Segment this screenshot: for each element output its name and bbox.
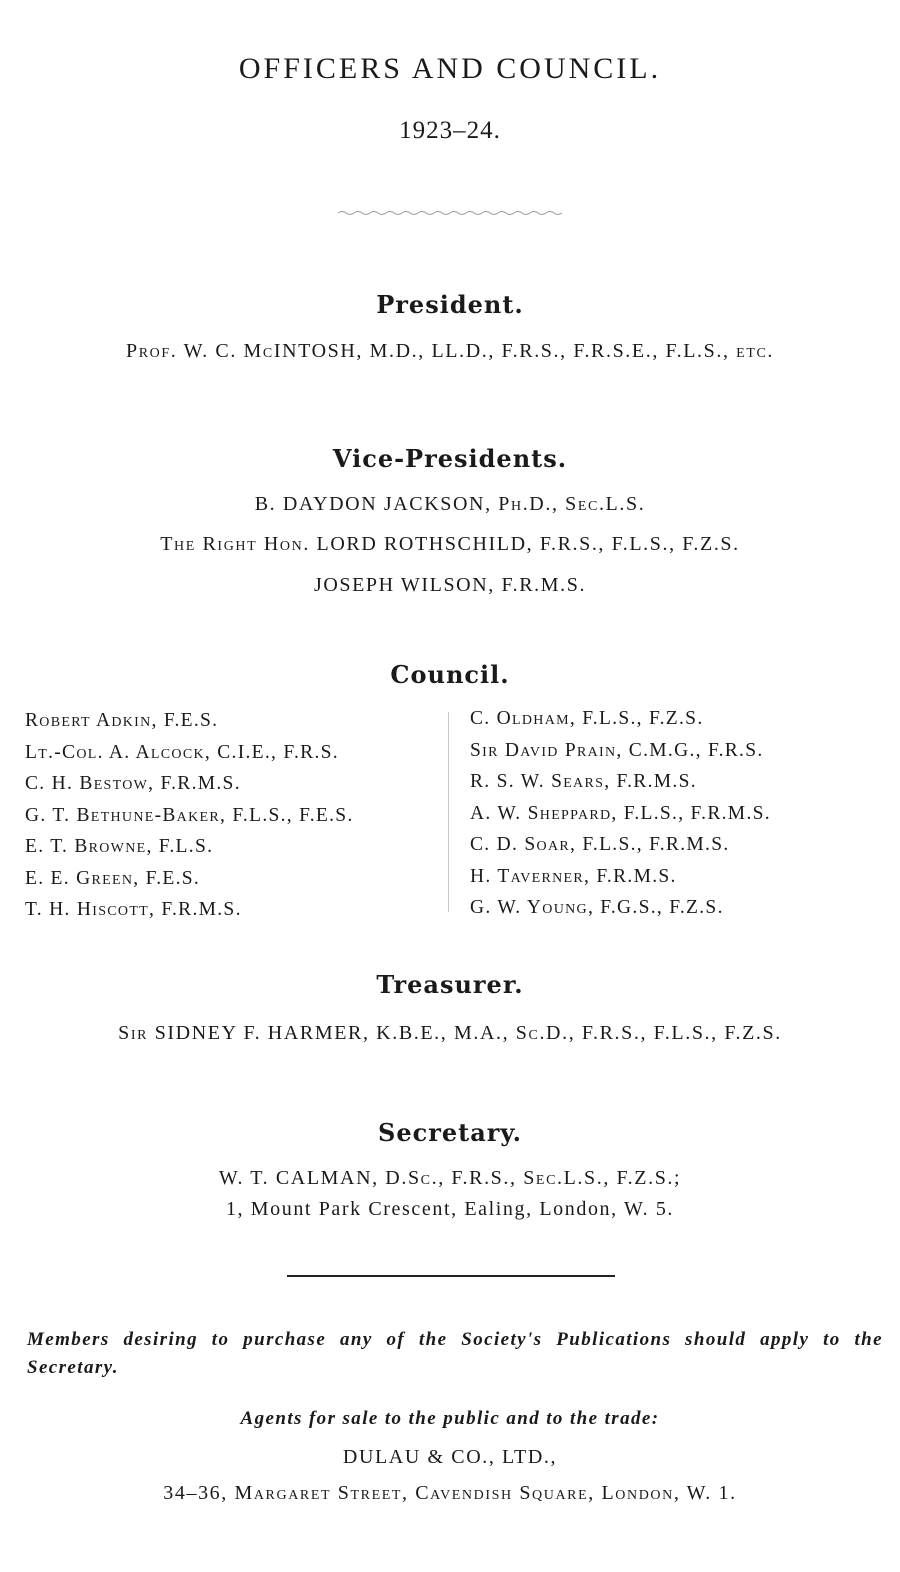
council-heading: Council.: [390, 660, 510, 689]
agent-name: DULAU & CO., LTD.,: [342, 1446, 558, 1468]
council-member: G. T. Bethune-Baker, F.L.S., F.E.S.: [25, 804, 354, 826]
council-member: C. H. Bestow, F.R.M.S.: [25, 773, 241, 794]
page-title: OFFICERS AND COUNCIL.: [238, 52, 662, 85]
council-member: C. D. Soar, F.L.S., F.R.M.S.: [470, 834, 730, 855]
council-member: R. S. W. Sears, F.R.M.S.: [470, 771, 697, 792]
ornamental-divider: [338, 208, 562, 218]
horizontal-rule: [287, 1275, 615, 1277]
council-member: H. Taverner, F.R.M.S.: [470, 865, 677, 887]
council-member: C. Oldham, F.L.S., F.Z.S.: [470, 708, 704, 729]
council-member: E. T. Browne, F.L.S.: [25, 836, 214, 857]
council-member: T. H. Hiscott, F.R.M.S.: [25, 899, 242, 920]
council-member: G. W. Young, F.G.S., F.Z.S.: [470, 897, 724, 918]
column-divider: [448, 712, 449, 912]
council-right-column: [470, 703, 771, 924]
session-year: 1923–24.: [399, 117, 501, 144]
vice-president-1: B. DAYDON JACKSON, Ph.D., Sec.L.S.: [254, 493, 646, 515]
council-member: E. E. Green, F.E.S.: [25, 867, 201, 889]
vice-presidents-heading: Vice-Presidents.: [332, 444, 568, 473]
secretary-heading: Secretary.: [378, 1118, 522, 1147]
council-member: A. W. Sheppard, F.L.S., F.R.M.S.: [470, 802, 771, 824]
secretary-name: W. T. CALMAN, D.Sc., F.R.S., Sec.L.S., F.Z.S.;: [218, 1167, 682, 1189]
council-member: Lt.-Col. A. Alcock, C.I.E., F.R.S.: [25, 741, 339, 763]
publications-notice: Members desiring to purchase any of the Society's Publications should apply to the Secretary.: [27, 1329, 883, 1378]
secretary-address: 1, Mount Park Crescent, Ealing, London, W. 5.: [225, 1198, 675, 1220]
treasurer-name: Sir SIDNEY F. HARMER, K.B.E., M.A., Sc.D., F.R.S., F.L.S., F.Z.S.: [118, 1022, 782, 1044]
vice-president-3: JOSEPH WILSON, F.R.M.S.: [313, 574, 587, 596]
council-left-column: [25, 705, 354, 926]
agents-label: Agents for sale to the public and to the trade:: [240, 1408, 660, 1429]
council-member: Sir David Prain, C.M.G., F.R.S.: [470, 739, 764, 761]
council-member: Robert Adkin, F.E.S.: [25, 710, 219, 731]
president-name: Prof. W. C. McINTOSH, M.D., LL.D., F.R.S., F.R.S.E., F.L.S., etc.: [125, 340, 775, 362]
president-heading: President.: [376, 290, 524, 319]
treasurer-heading: Treasurer.: [376, 970, 524, 999]
agent-address: 34–36, Margaret Street, Cavendish Square, London, W. 1.: [163, 1482, 737, 1504]
vice-president-2: The Right Hon. LORD ROTHSCHILD, F.R.S., F.L.S., F.Z.S.: [160, 533, 740, 555]
